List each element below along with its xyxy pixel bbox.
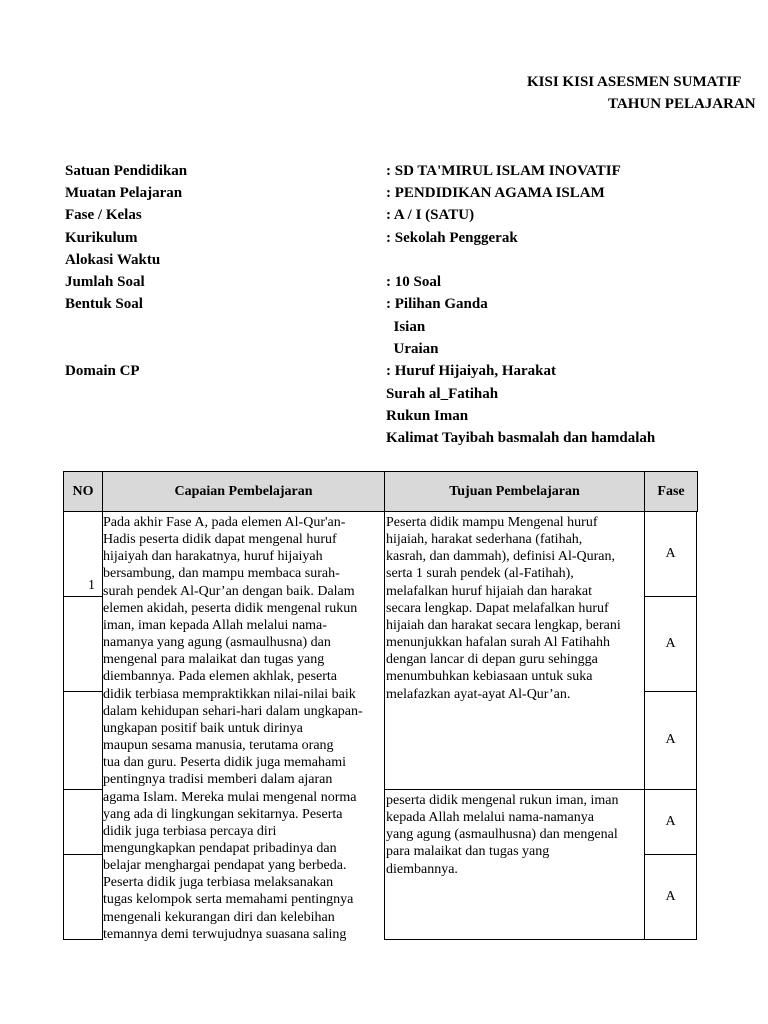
info-value: Rukun Iman <box>386 408 469 424</box>
document-title: KISI KISI ASESMEN SUMATIF <box>527 74 742 90</box>
number-cell <box>63 854 102 940</box>
row-number: 1 <box>88 578 95 593</box>
info-label: Jumlah Soal <box>65 274 145 290</box>
info-value: Surah al_Fatihah <box>386 386 499 402</box>
info-label: Kurikulum <box>65 230 138 246</box>
info-value: : SD TA'MIRUL ISLAM INOVATIF <box>386 163 621 179</box>
fase-cell: A <box>644 789 697 855</box>
capaian-text: Pada akhir Fase A, pada elemen Al-Qur'an- Hadis peserta didik dapat mengenal huruf hijaiyah dan harakatnya, huruf hijaiyah bersambung, dan mampu membaca surah- surah pendek Al-Qur’an dengan baik. Dalam elemen akidah, peserta didik mengenal rukun iman, iman kepada Allah melalui nama- namanya yang agung (asmaulhusna) dan mengenal para malaikat dan tugas yang diembannya. Pada elemen akhlak, peserta didik terbiasa mempraktikkan nilai-nilai baik dalam kehidupan sehari-hari dalam ungkapan- ungkapan positif baik untuk dirinya maupun sesama manusia, terutama orang tua dan guru. Peserta didik juga memahami pentingnya tradisi memberi dalam ajaran agama Islam. Mereka mulai mengenal norma yang ada di lingkungan sekitarnya. Peserta didik juga terbiasa percaya diri mengungkapkan pendapat pribadinya dan belajar menghargai pendapat yang berbeda. Peserta didik juga terbiasa melaksanakan tugas kelompok serta memahami pentingnya mengenali kekurangan diri dan kelebihan temannya demi terwujudnya suasana saling <box>103 515 363 942</box>
fase-cell: A <box>644 511 697 597</box>
info-value: : PENDIDIKAN AGAMA ISLAM <box>386 185 605 201</box>
fase-cell: A <box>644 854 697 940</box>
header-no: NO <box>63 471 103 512</box>
info-value: : 10 Soal <box>386 274 442 290</box>
tujuan-text: Peserta didik mampu Mengenal huruf hijaiah, harakat sederhana (fatihah, kasrah, dan dammah), definisi Al-Quran, serta 1 surah pendek (al-Fatihah), melafalkan huruf hijaiah dan harakat secara lengkap. Dapat melafalkan huruf hijaiah dan harakat secara lengkap, berani menunjukkan hafalan surah Al Fatihahh dengan lancar di depan guru sehingga menumbuhkan kebiasaan untuk suka melafazkan ayat-ayat Al-Qur’an. <box>386 515 621 702</box>
fase-cell: A <box>644 691 697 790</box>
number-cell <box>63 511 102 597</box>
number-cell <box>63 789 102 855</box>
info-label: Alokasi Waktu <box>65 252 161 268</box>
document-subtitle: TAHUN PELAJARAN <box>608 96 756 112</box>
header-fase: Fase <box>644 471 698 512</box>
info-label: Bentuk Soal <box>65 296 143 312</box>
info-value: : Huruf Hijaiyah, Harakat <box>386 363 557 379</box>
tujuan-text: peserta didik mengenal rukun iman, iman kepada Allah melalui nama-namanya yang agung (asmaulhusna) dan mengenal para malaikat dan tugas yang diembannya. <box>386 793 619 877</box>
info-label: Fase / Kelas <box>65 207 142 223</box>
info-label: Domain CP <box>65 363 140 379</box>
info-value: : Sekolah Penggerak <box>386 230 518 246</box>
info-value: Uraian <box>386 341 439 357</box>
info-value: Isian <box>386 319 426 335</box>
number-cell <box>63 691 102 790</box>
fase-cell: A <box>644 596 697 692</box>
info-value: : A / I (SATU) <box>386 207 475 223</box>
header-capaian: Capaian Pembelajaran <box>102 471 385 512</box>
header-tujuan: Tujuan Pembelajaran <box>384 471 645 512</box>
info-value: Kalimat Tayibah basmalah dan hamdalah <box>386 430 656 446</box>
info-value: : Pilihan Ganda <box>386 296 488 312</box>
info-label: Muatan Pelajaran <box>65 185 183 201</box>
info-label: Satuan Pendidikan <box>65 163 188 179</box>
number-cell <box>63 596 102 692</box>
